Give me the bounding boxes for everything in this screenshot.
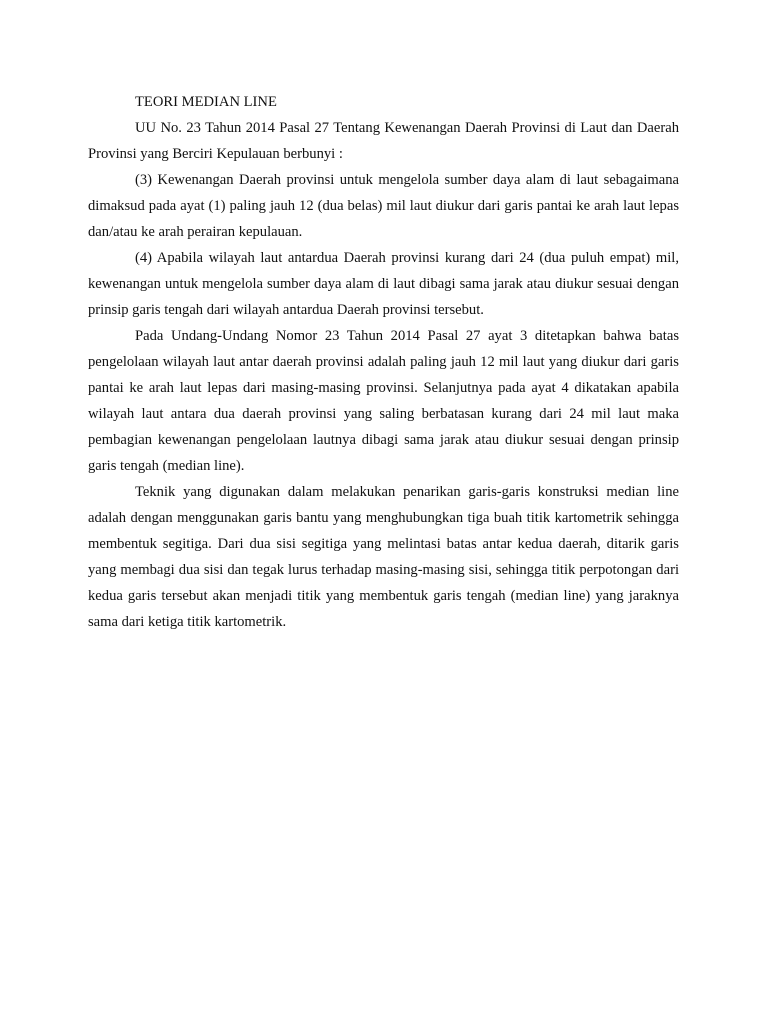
technique-paragraph: Teknik yang digunakan dalam melakukan penarikan garis-garis konstruksi median line adalah dengan menggunakan garis bantu yang menghubungkan tiga buah titik kartometrik sehingga membentuk segitiga. Dari dua sisi segitiga yang melintasi batas antar kedua daerah, ditarik garis yang membagi dua sisi dan tegak lurus terhadap masing-masing sisi, sehingga titik perpotongan dari kedua garis tersebut akan menjadi titik yang membentuk garis tengah (median line) yang jaraknya sama dari ketiga titik kartometrik. bbox=[88, 484, 679, 630]
clause-4-paragraph: (4) Apabila wilayah laut antardua Daerah provinsi kurang dari 24 (dua puluh empat) mil, kewenangan untuk mengelola sumber daya alam di laut dibagi sama jarak atau diukur sesuai dengan prinsip garis tengah dari wilayah antardua Daerah provinsi tersebut. bbox=[88, 250, 679, 318]
document-title: TEORI MEDIAN LINE bbox=[135, 94, 277, 110]
clause-3-paragraph: (3) Kewenangan Daerah provinsi untuk mengelola sumber daya alam di laut sebagaimana dimaksud pada ayat (1) paling jauh 12 (dua belas) mil laut diukur dari garis pantai ke arah laut lepas dan/atau ke arah perairan kepulauan. bbox=[88, 172, 679, 240]
law-intro-paragraph: UU No. 23 Tahun 2014 Pasal 27 Tentang Kewenangan Daerah Provinsi di Laut dan Daerah Provinsi yang Berciri Kepulauan berbunyi : bbox=[88, 120, 679, 162]
document-page bbox=[88, 89, 679, 635]
explanation-paragraph: Pada Undang-Undang Nomor 23 Tahun 2014 Pasal 27 ayat 3 ditetapkan bahwa batas pengelolaan wilayah laut antar daerah provinsi adalah paling jauh 12 mil laut yang diukur dari garis pantai ke arah laut lepas dari masing-masing provinsi. Selanjutnya pada ayat 4 dikatakan apabila wilayah laut antara dua daerah provinsi yang saling berbatasan kurang dari 24 mil laut maka pembagian kewenangan pengelolaan lautnya dibagi sama jarak atau diukur sesuai dengan prinsip garis tengah (median line). bbox=[88, 328, 679, 474]
